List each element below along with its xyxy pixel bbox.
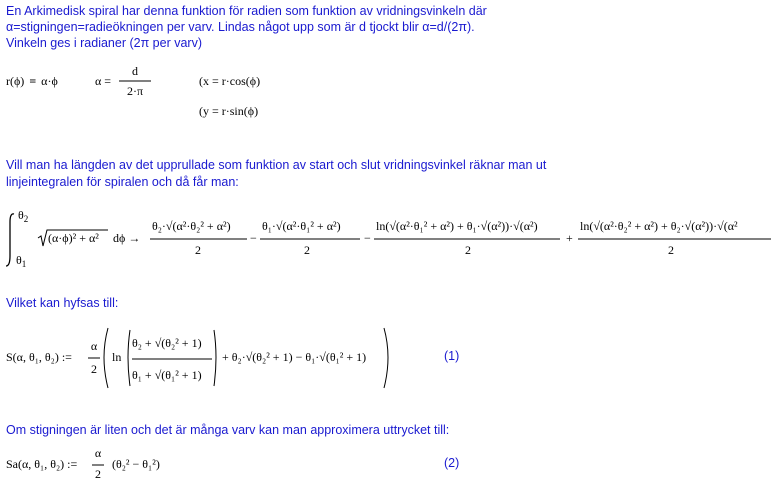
s-right-paren xyxy=(384,328,388,388)
term4-numerator: ln(√(α²·θ₂² + α²) + θ₂·√(α²))·√(α² xyxy=(580,219,738,233)
minus-sign-2: − xyxy=(364,231,371,245)
equation-number-1: (1) xyxy=(444,349,460,363)
term1-numerator: θ₂·√(α²·θ₂² + α²) xyxy=(152,219,231,233)
intro-line-1: En Arkimedisk spiral har denna funktion för radien som funktion av vridningsvinkeln där xyxy=(6,4,487,18)
integrand[interactable]: (α·ϕ)² + α² xyxy=(48,231,99,245)
term3-numerator: ln(√(α²·θ₁² + α²) + θ₁·√(α²))·√(α²) xyxy=(376,219,538,233)
lower-theta: θ xyxy=(16,253,22,267)
equation-number-2: (2) xyxy=(444,456,460,470)
alpha-denominator: 2·π xyxy=(126,84,144,98)
plus-sign: + xyxy=(566,231,573,245)
approx-text: Om stigningen är liten och det är många varv kan man approximera uttrycket till: xyxy=(6,423,450,437)
s-fraction-denominator: θ₁ + √(θ₁² + 1) xyxy=(132,368,202,382)
radius-lhs: r(ϕ) xyxy=(6,74,25,88)
length-text-line-2: linjeintegralen för spiralen och då får man: xyxy=(6,175,239,189)
intro-line-2: α=stigningen=radieökningen per varv. Lindas något upp som är d tjockt blir α=d/(2π). xyxy=(6,20,475,34)
x-equation[interactable]: (x = r·cos(ϕ) xyxy=(199,74,261,88)
sa-coef-denominator: 2 xyxy=(95,467,101,481)
sa-coef-numerator: α xyxy=(94,446,102,460)
term1-denominator: 2 xyxy=(195,243,201,257)
s-ln: ln xyxy=(112,350,122,364)
minus-sign-1: − xyxy=(250,231,257,245)
integral-sign xyxy=(6,214,14,266)
s-formula-lhs[interactable]: S(α, θ₁, θ₂) := xyxy=(6,350,72,364)
s-inner-left-paren xyxy=(128,330,130,386)
length-text-line-1: Vill man ha längden av det upprullade som funktion av start och slut vridningsvinkel räknar man ut xyxy=(6,158,547,172)
intro-line-3: Vinkeln ges i radianer (2π per varv) xyxy=(6,36,202,50)
s-coef-numerator: α xyxy=(90,339,98,353)
upper-sub: 2 xyxy=(23,214,29,224)
radius-rhs: α·ϕ xyxy=(41,74,58,88)
s-fraction-numerator: θ₂ + √(θ₂² + 1) xyxy=(132,336,202,350)
equals-bold: = xyxy=(29,74,37,88)
term2-numerator: θ₁·√(α²·θ₁² + α²) xyxy=(262,219,341,233)
s-coef-denominator: 2 xyxy=(91,362,97,376)
term2-denominator: 2 xyxy=(304,243,310,257)
upper-theta: θ xyxy=(18,208,24,222)
lower-sub: 1 xyxy=(21,259,27,269)
sa-formula-lhs[interactable]: Sa(α, θ₁, θ₂) := xyxy=(6,457,78,471)
s-formula-tail: + θ₂·√(θ₂² + 1) − θ₁·√(θ₁² + 1) xyxy=(222,350,367,364)
term4-denominator: 2 xyxy=(668,243,674,257)
y-equation[interactable]: (y = r·sin(ϕ) xyxy=(199,104,259,118)
s-inner-right-paren xyxy=(214,330,216,386)
s-left-paren xyxy=(104,328,108,388)
simplify-text: Vilket kan hyfsas till: xyxy=(6,296,119,310)
term3-denominator: 2 xyxy=(465,243,471,257)
alpha-numerator: d xyxy=(132,64,138,78)
integrand-radical xyxy=(38,230,108,246)
integral-dphi: dϕ → xyxy=(113,231,141,245)
sa-formula-body: (θ₂² − θ₁²) xyxy=(112,457,160,471)
alpha-definition-lhs[interactable]: α = xyxy=(95,74,112,88)
